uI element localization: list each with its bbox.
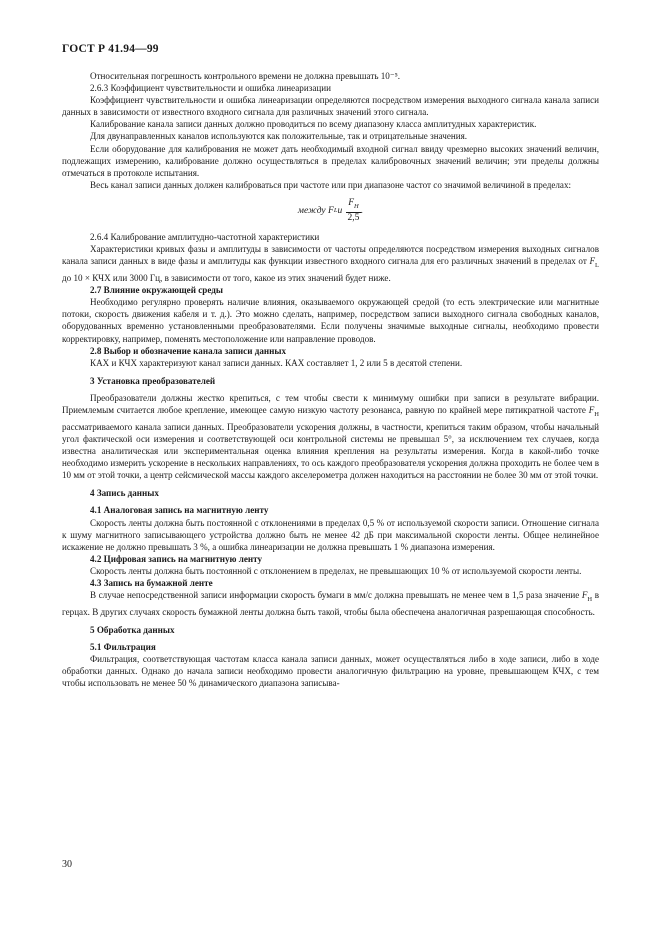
formula-suffix: . (360, 205, 364, 216)
paragraph-p20: Скорость ленты должна быть постоянной с отклонением в пределах, не превышающих 10 % от используемой скорости ленты. (90, 565, 582, 576)
paragraph-p25: Фильтрация, соответствующая частотам класса канала записи данных, может осуществляться либо в ходе записи, либо в ходе обработки данных. Однако до начала записи необходимо провести аналогичную фильтрацию на уровне, превышающем КЧХ, с тем чтобы использовать не менее 50 % динамического диапазона записыва- (62, 654, 599, 689)
paragraph-p14: 3 Установка преобразователей (90, 375, 216, 386)
paragraph-p10: 2.7 Влияние окружающей среды (90, 285, 223, 296)
paragraph-p13: КАХ и КЧХ характеризуют канал записи данных. КАХ составляет 1, 2 или 5 в десятой степени. (90, 357, 463, 368)
paragraph-p15: Преобразователи должны жестко крепиться, с тем чтобы свести к минимуму ошибки при записи в результате вибрации. Приемлемым считается любое крепление, имеющее самую низкую частоту резонанса, равную по крайней мере пятикратной частоте $F_H$ рассматриваемого канала записи данных. Преобразователи ускорения должны, в частности, крепиться таким образом, чтобы начальный угол фактической оси измерения и соответствующей оси контрольной системы не превышал 5°, за исключением тех случаев, когда известна аналитическая или экспериментальная оценка влияния крепления на результаты измерения. Когда в какой-либо точке необходимо измерить ускорение в нескольких направлениях, то ось каждого преобразователя ускорения должна проходить не более чем в 10 мм от этой точки, а центр сейсмической массы каждого акселерометра должен находиться на расстоянии не более 30 мм от этой точки. (62, 392, 599, 481)
paragraph-p3: Коэффициент чувствительности и ошибка линеаризации определяются посредством измерения выходного сигнала канала записи данных в зависимости от известного входного сигнала для различных значений этого сигнала. (62, 95, 599, 118)
formula-num-sub: H (354, 202, 359, 210)
formula-mid: и (337, 205, 343, 216)
formula-sub-l: L (333, 207, 338, 215)
paragraph-p21: 4.3 Запись на бумажной ленте (90, 578, 213, 588)
paragraph-p12: 2.8 Выбор и обозначение канала записи данных (90, 345, 286, 356)
text-block-1 (62, 70, 599, 191)
document-page (62, 43, 599, 690)
paragraph-p4: Калибрование канала записи данных должно проводиться по всему диапазону класса амплитудных характеристик. (90, 119, 537, 130)
paragraph-p18: Скорость ленты должна быть постоянной с отклонениями в пределах 0,5 % от используемой скорости записи. Отношение сигнала к шуму магнитного записывающего устройства должно быть не менее 42 дБ при максимальной скорости ленты. Общее нелинейное искажение не должно превышать 3 %, а ошибка линеаризации не должна превышать 1 % диапазона измерения. (62, 517, 599, 552)
paragraph-p2: 2.6.3 Коэффициент чувствительности и ошибка линеаризации (90, 83, 331, 94)
paragraph-p5: Для двунаправленных каналов используются как положительные, так и отрицательные значения. (90, 131, 468, 142)
text-block-2 (62, 231, 599, 690)
paragraph-p9: Характеристики кривых фазы и амплитуды в зависимости от частоты определяются посредством измерения выходных сигналов канала записи данных в виде фазы и амплитуды как функции известного входного сигнала для его различных значений в пределах от $F_L$ до 10 × КЧХ или 3000 Гц, в зависимости от того, какое из этих значений будет ниже. (62, 244, 599, 284)
paragraph-p24: 5.1 Фильтрация (90, 642, 156, 653)
formula-fraction (346, 197, 364, 224)
paragraph-p6: Если оборудование для калибрования не может дать необходимый входной сигнал ввиду чрезмерно высоких значений величин, подлежащих измерению, калибрование должно осуществляться в пределах калибровочных значений величин; эти пределы должны отмечаться в протоколе испытания. (62, 143, 599, 178)
frequency-formula (62, 193, 599, 229)
formula-num: F (348, 197, 355, 208)
formula-prefix: между F (297, 205, 334, 216)
paragraph-p1: Относительная погрешность контрольного времени не должна превышать 10⁻⁵. (90, 71, 401, 81)
paragraph-p17: 4.1 Аналоговая запись на магнитную ленту (90, 505, 269, 516)
paragraph-p23: 5 Обработка данных (90, 625, 175, 636)
paragraph-p19: 4.2 Цифровая запись на магнитную ленту (90, 553, 263, 564)
formula-den: 2,5 (347, 212, 360, 223)
paragraph-p16: 4 Запись данных (90, 488, 159, 499)
page-number: 30 (62, 859, 72, 870)
paragraph-p7: Весь канал записи данных должен калиброваться при частоте или при диапазоне частот со значимой величиной в пределах: (90, 179, 572, 190)
paragraph-p22: В случае непосредственной записи информации скорость бумаги в мм/с должна превышать не менее чем в 1,5 раза значение $F_H$ в герцах. В других случаях скорость бумажной ленты должна быть такой, чтобы была обеспечена аналогичная разрешающая способность. (62, 590, 599, 617)
paragraph-p11: Необходимо регулярно проверять наличие влияния, оказываемого окружающей средой (то есть электрические или магнитные потоки, скорость движения кабеля и т. д.). Это можно сделать, например, посредством записи выходного сигнала свободных каналов, оборудованных временно установленными преобразователями. Если получены значимые выходные сигналы, необходимо провести корректировку, например, поменять местоположение или направление проводов. (62, 297, 599, 344)
document-header: ГОСТ Р 41.94—99 (62, 43, 159, 55)
paragraph-p8: 2.6.4 Калибрование амплитудно-частотной характеристики (90, 231, 320, 242)
